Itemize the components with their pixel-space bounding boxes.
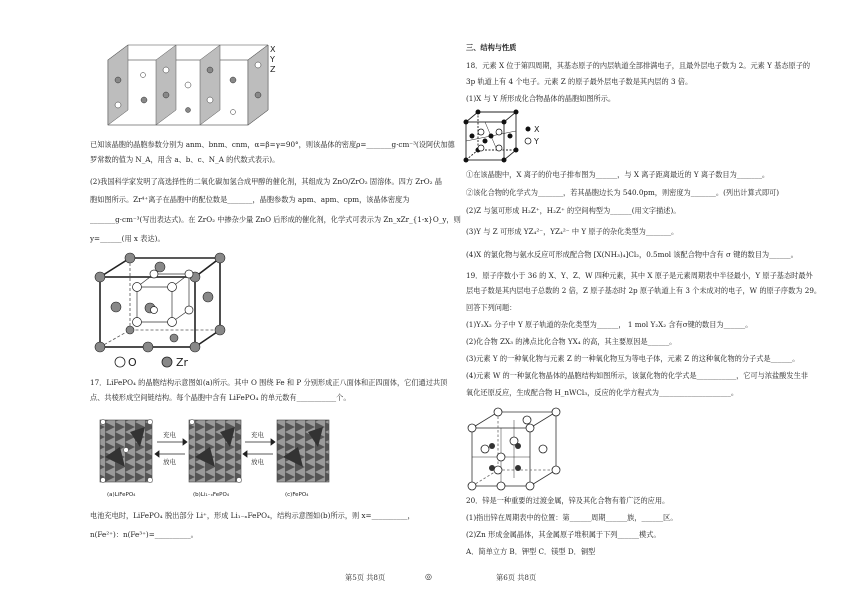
q16-line-d: 胞如图所示。Zr⁴⁺离子在晶胞中的配位数是_______，晶胞参数为 apm、apm、cpm，该晶体密度为 (90, 195, 410, 204)
q17-line-d: n(Fe²⁺)：n(Fe³⁺)=__________。 (90, 530, 198, 539)
zro2-unit-cell-figure (92, 252, 227, 370)
q18-line-e: ②该化合物的化学式为_______，若其晶胞边长为 540.0pm，则密度为_______。(列出计算式即可) (466, 188, 780, 197)
zro2-legend-o-label: O (128, 356, 137, 369)
q18-line-f: (2)Z 与氢可形成 H₂Z⁺，H₂Z⁺ 的空间构型为______(用文字描述)。 (466, 206, 681, 215)
q19-line-h: 氧化还原反应，生成配合物 H_nWCl₃，反应的化学方程式为____________________。 (466, 388, 739, 397)
q20-options: A．简单立方 B．钾型 C．镁型 D．铜型 (466, 547, 596, 556)
section-heading: 三、结构与性质 (466, 43, 517, 52)
zro2-legend-zr-label: Zr (176, 356, 189, 369)
q20-line-b: (1)指出锌在周期表中的位置：第______周期______族，______区。 (466, 513, 678, 522)
q19-line-e: (2)化合物 ZX₃ 的沸点比化合物 YX₄ 的高，其主要原因是______。 (466, 337, 677, 346)
q18-line-a: 18．元素 X 位于第四周期，其基态原子的内层轨道全部排满电子，且最外层电子数为 2。元素 Y 基态原子的 (466, 61, 811, 70)
q18-line-b: 3p 轨道上有 4 个电子。元素 Z 的原子最外层电子数是其内层的 3 倍。 (466, 77, 693, 86)
q17-line-a: 17．LiFePO₄ 的晶胞结构示意图如(a)所示。其中 O 围绕 Fe 和 P 分别形成正八面体和正四面体，它们通过共顶 (90, 378, 448, 387)
arrow2-charge-label: 充电 (251, 431, 264, 439)
q20-line-a: 20．锌是一种重要的过渡金属，锌及其化合物有着广泛的应用。 (466, 496, 670, 505)
binding-mark-icon: ◎ (425, 572, 432, 581)
right-page (430, 0, 860, 608)
q19-line-a: 19．原子序数小于 36 的 X、Y、Z、W 四种元素，其中 X 原子是元素周期表中半径最小，Y 原子基态时最外 (466, 271, 813, 280)
lattice-legend-y: Y (270, 55, 275, 64)
layered-lattice-figure (88, 40, 288, 135)
q18-line-d: ①在该晶胞中，X 离子的价电子排布图为______，与 X 离子距离最近的 Y 离子数目为_______。 (466, 170, 770, 179)
legend-y-label: Y (534, 137, 539, 146)
caption-b: (b)Li₁₋ₓFePO₄ (193, 492, 230, 498)
q19-line-f: (3)元素 Y 的一种氧化物与元素 Z 的一种氧化物互为等电子体，元素 Z 的这种氧化物的分子式是______。 (466, 354, 800, 363)
q16-line-c: (2)我国科学家发明了高选择性的二氧化碳加氢合成甲醇的催化剂，其组成为 ZnO/ZrO₂ 固溶体。四方 ZrO₂ 晶 (90, 177, 442, 186)
q19-line-c: 回答下列问题： (466, 303, 517, 312)
legend-x-label: X (534, 125, 540, 134)
q19-line-b: 层电子数是其内层电子总数的 2 倍，Z 原子基态时 2p 原子轨道上有 3 个未成对的电子，W 的原子序数为 29。 (466, 286, 822, 295)
q17-line-b: 点、共棱形成空间链结构。每个晶胞中含有 LiFePO₄ 的单元数有___________个。 (90, 393, 351, 402)
q19-line-d: (1)Y₂X₂ 分子中 Y 原子轨道的杂化类型为______， 1 mol Y₂X₂ 含有σ键的数目为______。 (466, 320, 753, 329)
arrow1-charge-label: 充电 (163, 431, 176, 439)
caption-c: (c)FePO₄ (285, 492, 309, 498)
q17-line-c: 电池充电时，LiFePO₄ 脱出部分 Li⁺，形成 Li₁₋ₓFePO₄，结构示意图如(b)所示，则 x=__________， (90, 511, 415, 520)
caption-a: (a)LiFePO₄ (107, 492, 136, 498)
q18-line-c: (1)X 与 Y 所形成化合物晶体的晶胞如图所示。 (466, 94, 616, 103)
q16-line-e: _______g·cm⁻³(写出表达式)。在 ZrO₂ 中掺杂少量 ZnO 后形成的催化剂，化学式可表示为 Zn_xZr_{1-x}O_y，则 (90, 215, 461, 224)
arrow1-discharge-label: 放电 (163, 458, 176, 466)
lattice-legend-z: Z (270, 65, 276, 74)
q18-line-h: (4)X 的氯化物与氨水反应可形成配合物 [X(NH₃)₄]Cl₂，0.5mol 该配合物中含有 σ 键的数目为______。 (466, 250, 798, 259)
q16-line-b: 罗常数的值为 N_A，用含 a、b、c、N_A 的代数式表示)。 (90, 155, 280, 164)
q16-line-a: 已知该晶胞的晶胞参数分别为 anm、bnm、cnm，α=β=γ=90°，则该晶体的密度ρ=_______g·cm⁻³(设阿伏加德 (90, 140, 455, 149)
q18-line-g: (3)Y 与 Z 可形成 YZ₄²⁻，YZ₄²⁻ 中 Y 原子的杂化类型为_______。 (466, 227, 679, 236)
arrow2-discharge-label: 放电 (251, 458, 264, 466)
page-footer-right: 第6页 共8页 (496, 573, 537, 582)
q19-line-g: (4)元素 W 的一种氯化物晶体的晶胞结构如图所示，该氯化物的化学式是___________，它可与浓盐酸发生非 (466, 371, 808, 380)
w-chloride-cell-figure (466, 406, 566, 492)
q20-line-c: (2)Zn 形成金属晶体，其金属原子堆积属于下列______模式。 (466, 530, 661, 539)
q16-line-f: y=______(用 x 表达)。 (90, 234, 165, 243)
lifepo4-structure-figure (95, 412, 345, 504)
xy-crystal-figure (462, 108, 562, 166)
page-footer-left: 第5页 共8页 (345, 573, 386, 582)
lattice-legend-x: X (270, 45, 276, 54)
